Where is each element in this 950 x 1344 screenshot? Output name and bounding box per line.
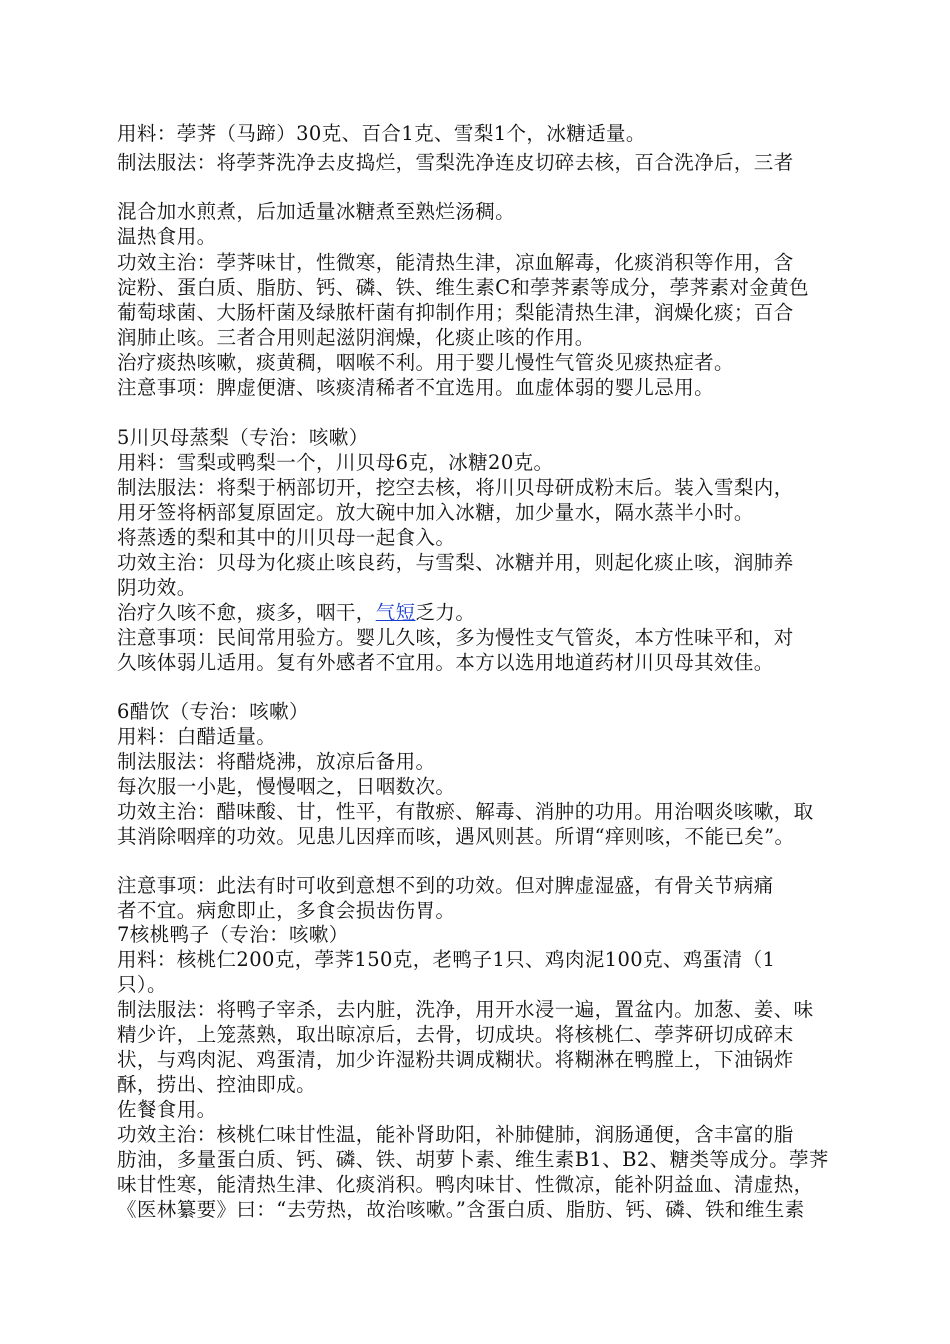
text-line: 淀粉、蛋白质、脂肪、钙、磷、铁、维生素C和荸荠素等成分，荸荠素对金黄色 [117, 276, 809, 299]
text-line: 者不宜。病愈即止，多食会损齿伤胃。 [117, 899, 456, 922]
text-line: 其消除咽痒的功效。见患儿因痒而咳，遇风则甚。所谓“痒则咳，不能已矣”。 [117, 825, 795, 848]
text-line: 注意事项：此法有时可收到意想不到的功效。但对脾虚湿盛，有骨关节病痛 [117, 874, 774, 897]
text-line: 酥，捞出、控油即成。 [117, 1073, 317, 1096]
text-line: 精少许，上笼蒸熟，取出晾凉后，去骨，切成块。将核桃仁、荸荠研切成碎末 [117, 1023, 794, 1046]
text-line: 功效主治：核桃仁味甘性温，能补肾助阳，补肺健肺，润肠通便，含丰富的脂 [117, 1123, 794, 1146]
section-heading: 5川贝母蒸梨（专治：咳嗽） [117, 426, 369, 449]
text-line: 久咳体弱儿适用。复有外感者不宜用。本方以选用地道药材川贝母其效佳。 [117, 651, 774, 674]
text-segment: 乏力。 [415, 601, 476, 624]
text-line: 阴功效。 [117, 576, 197, 599]
text-line: 治疗痰热咳嗽，痰黄稠，咽喉不利。用于婴儿慢性气管炎见痰热症者。 [117, 351, 734, 374]
text-line: 功效主治：荸荠味甘，性微寒，能清热生津，凉血解毒，化痰消积等作用，含 [117, 251, 794, 274]
text-line: 润肺止咳。三者合用则起滋阴润燥，化痰止咳的作用。 [117, 326, 595, 349]
text-line: 功效主治：贝母为化痰止咳良药，与雪梨、冰糖并用，则起化痰止咳，润肺养 [117, 551, 794, 574]
section-heading: 6醋饮（专治：咳嗽） [117, 700, 309, 723]
text-line: 注意事项：脾虚便溏、咳痰清稀者不宜选用。血虚体弱的婴儿忌用。 [117, 376, 715, 399]
qi-duan-link[interactable]: 气短 [375, 601, 416, 624]
section-heading: 7核桃鸭子（专治：咳嗽） [117, 923, 349, 946]
text-line: 味甘性寒，能清热生津、化痰消积。鸭肉味甘、性微凉，能补阴益血、清虚热， [117, 1173, 814, 1196]
text-line: 注意事项：民间常用验方。婴儿久咳，多为慢性支气管炎，本方性味平和，对 [117, 626, 794, 649]
text-line: 状，与鸡肉泥、鸡蛋清，加少许湿粉共调成糊状。将糊淋在鸭膛上，下油锅炸 [117, 1048, 794, 1071]
text-line: 用料：荸荠（马蹄）30克、百合1克、雪梨1个，冰糖适量。 [117, 122, 646, 145]
text-line: 制法服法：将醋烧沸，放凉后备用。 [117, 750, 436, 773]
text-line: 用料：核桃仁200克，荸荠150克，老鸭子1只、鸡肉泥100克、鸡蛋清（1 [117, 948, 776, 971]
text-line: 每次服一小匙，慢慢咽之，日咽数次。 [117, 775, 456, 798]
text-line: 用料：雪梨或鸭梨一个，川贝母6克，冰糖20克。 [117, 451, 554, 474]
text-line: 葡萄球菌、大肠杆菌及绿脓杆菌有抑制作用；梨能清热生津，润燥化痰；百合 [117, 301, 794, 324]
text-line: 制法服法：将梨于柄部切开，挖空去核，将川贝母研成粉末后。装入雪梨内， [117, 476, 794, 499]
text-line: 功效主治：醋味酸、甘，性平，有散瘀、解毒、消肿的功用。用治咽炎咳嗽，取 [117, 800, 814, 823]
text-line: 温热食用。 [117, 225, 217, 248]
text-line: 佐餐食用。 [117, 1098, 217, 1121]
text-line: 肪油，多量蛋白质、钙、磷、铁、胡萝卜素、维生素B1、B2、糖类等成分。荸荠 [117, 1148, 829, 1171]
text-line: 混合加水煎煮，后加适量冰糖煮至熟烂汤稠。 [117, 200, 516, 223]
text-line: 制法服法：将鸭子宰杀，去内脏，洗净，用开水浸一遍，置盆内。加葱、姜、味 [117, 998, 814, 1021]
text-line-with-link [117, 600, 475, 626]
text-line: 将蒸透的梨和其中的川贝母一起食入。 [117, 526, 456, 549]
text-line: 用牙签将柄部复原固定。放大碗中加入冰糖，加少量水，隔水蒸半小时。 [117, 501, 754, 524]
text-line: 制法服法：将荸荠洗净去皮捣烂，雪梨洗净连皮切碎去核，百合洗净后，三者 [117, 151, 794, 174]
text-line: 《医林纂要》曰：“去劳热，故治咳嗽。”含蛋白质、脂肪、钙、磷、铁和维生素 [117, 1198, 805, 1221]
text-line: 只）。 [117, 973, 167, 996]
text-line: 用料：白醋适量。 [117, 725, 277, 748]
text-segment: 治疗久咳不愈，痰多，咽干， [117, 601, 376, 624]
